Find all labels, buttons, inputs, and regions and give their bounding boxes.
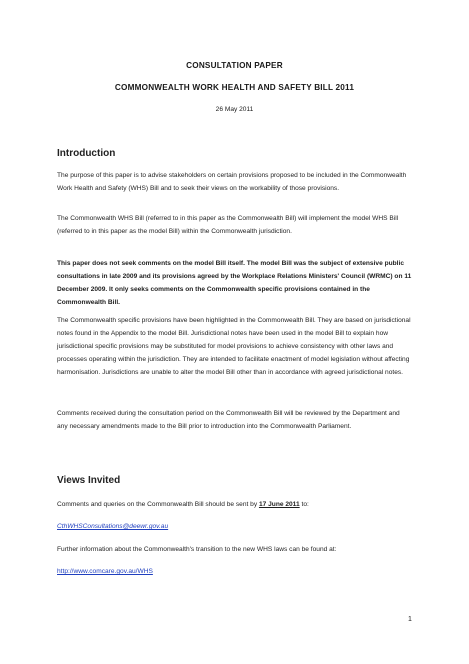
views-invited-heading: Views Invited: [57, 475, 121, 486]
intro-paragraph-4: The Commonwealth specific provisions have been highlighted in the Commonwealth Bill. They are based on jurisdictional notes found in the Appendix to the model Bill. Jurisdictional notes have been used in the model Bill to explain how jurisdictional specific provisions may be substituted for model provisions to achieve consistency with other laws and processes operating within the jurisdiction. They are intended to facilitate enactment of model legislation without affecting harmonisation. Jurisdictions are unable to alter the model Bill other than in accordance with agreed jurisdictional notes.: [57, 317, 411, 376]
document-subtitle: COMMONWEALTH WORK HEALTH AND SAFETY BILL 2011: [114, 83, 355, 92]
url-line: [57, 566, 412, 579]
document-date: 26 May 2011: [215, 106, 254, 113]
intro-paragraph-5: Comments received during the consultation period on the Commonwealth Bill will be reviewed by the Department and any necessary amendments made to the Bill prior to introduction into the Commonwealth Parliament.: [57, 410, 400, 430]
email-line: [57, 521, 412, 534]
introduction-heading: Introduction: [57, 148, 116, 159]
intro-paragraph-1: The purpose of this paper is to advise stakeholders on certain provisions proposed to be included in the Commonwealth Work Health and Safety (WHS) Bill and to seek their views on the workability of those provisions.: [57, 172, 407, 192]
views-line-1-prefix: Comments and queries on the Commonwealth Bill should be sent by: [57, 501, 259, 508]
page-number: 1: [408, 616, 412, 623]
views-line-1-suffix: to:: [299, 501, 309, 508]
consultation-email-link[interactable]: CthWHSConsultations@deewr.gov.au: [57, 523, 169, 530]
deadline-date: 17 June 2011: [258, 501, 300, 508]
intro-paragraph-2: The Commonwealth WHS Bill (referred to in this paper as the Commonwealth Bill) will implement the model WHS Bill (referred to in this paper as the model Bill) within the Commonwealth jurisdiction.: [57, 215, 399, 235]
intro-paragraph-3: This paper does not seek comments on the model Bill itself. The model Bill was the subject of extensive public consultations in late 2009 and its provisions agreed by the Workplace Relations Ministers' Council (WRMC) on 11 December 2009. It only seeks comments on the Commonwealth specific provisions contained in the Commonwealth Bill.: [57, 260, 412, 306]
views-line-1: [57, 499, 412, 512]
document-title: CONSULTATION PAPER: [186, 61, 283, 70]
views-line-2: Further information about the Commonwealth's transition to the new WHS laws can be found at:: [57, 546, 337, 553]
comcare-url-link[interactable]: http://www.comcare.gov.au/WHS: [57, 568, 153, 575]
